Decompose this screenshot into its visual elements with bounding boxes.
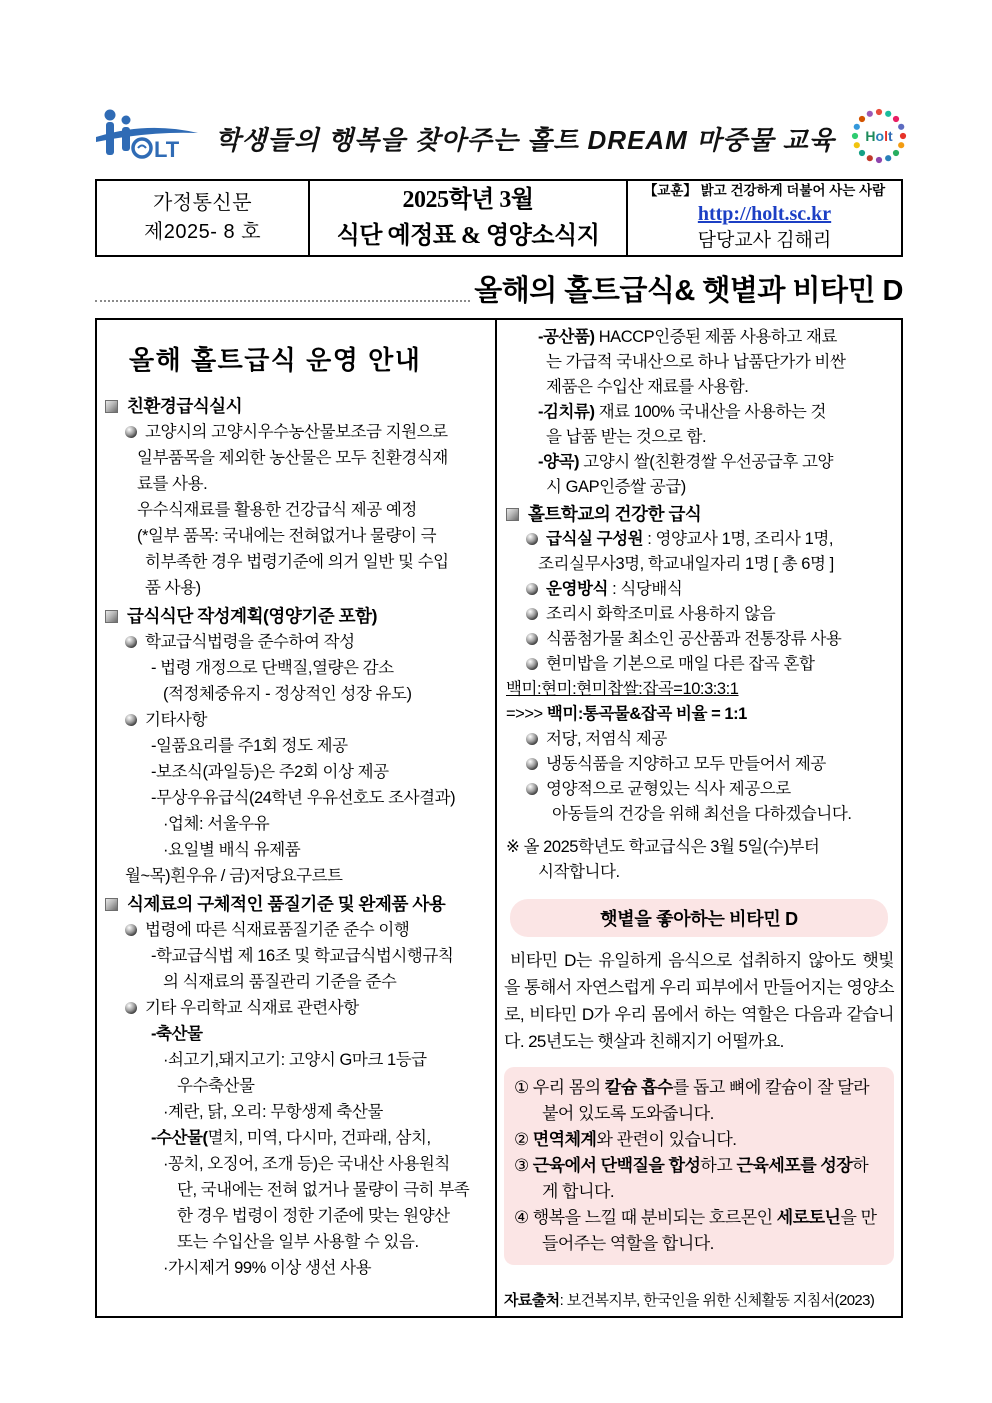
- text-segment: 친환경급식실시: [127, 396, 243, 416]
- text-line: [103, 629, 493, 655]
- header-slogan: 학생들의 행복을 찾아주는 홀트 DREAM 마중물 교육: [215, 124, 835, 155]
- text-segment: 일부품목을 제외한 농산물은 모두 친환경식재: [137, 449, 448, 467]
- text-segment: 백미:통곡물&잡곡 비율 = 1:1: [546, 705, 747, 723]
- text-line: [103, 681, 493, 707]
- text-line: [504, 325, 894, 350]
- text-line: [103, 1203, 493, 1229]
- sphere-bullet-icon: [526, 783, 538, 795]
- text-segment: 냉동식품을 지양하고 모두 만들어서 제공: [546, 755, 826, 773]
- text-line: [103, 575, 493, 601]
- text-segment: 을 납품 받는 것으로 함.: [546, 428, 707, 446]
- school-motto: 【교훈】 밝고 건강하게 더불어 사는 사람: [643, 182, 886, 198]
- text-segment: 료를 사용.: [137, 475, 208, 493]
- dotted-divider: [95, 300, 470, 302]
- left-column-lines: [103, 393, 493, 1281]
- holt-badge-icon: [851, 108, 907, 169]
- text-segment: =>>>: [506, 705, 547, 723]
- sphere-bullet-icon: [526, 633, 538, 645]
- text-line: [504, 860, 894, 885]
- text-line: [504, 552, 894, 577]
- text-line: [103, 497, 493, 523]
- vitamin-role-item: ① 우리 몸의 칼슘 흡수를 돕고 뼈에 칼슘이 잘 달라붙어 있도록 도와줍니다.: [514, 1078, 870, 1123]
- text-line: [103, 523, 493, 549]
- text-segment: ·가시제거 99% 이상 생선 사용: [163, 1259, 372, 1277]
- text-segment: 히부족한 경우 법령기준에 의거 일반 및 수입: [145, 553, 449, 571]
- text-segment: 식품첨가물 최소인 공산품과 전통장류 사용: [546, 630, 842, 648]
- vitamin-roles-box: [504, 1067, 894, 1265]
- text-segment: 시 GAP인증쌀 공급): [546, 478, 686, 496]
- text-line: [103, 1125, 493, 1151]
- text-segment: 조리시 화학조미료 사용하지 않음: [546, 605, 776, 623]
- vitamin-role-item: ③ 근육에서 단백질을 합성하고 근육세포를 성장하게 합니다.: [514, 1156, 869, 1201]
- text-segment: : 영양교사 1명, 조리사 1명,: [643, 530, 834, 548]
- text-segment: -학교급식법 제 16조 및 학교급식법시행규칙: [151, 947, 454, 965]
- section-heading: [504, 502, 894, 527]
- cube-bullet-icon: [506, 508, 519, 521]
- doc-number: 제2025- 8 호: [143, 221, 262, 243]
- text-segment: 품 사용): [145, 579, 201, 597]
- text-segment: 백미:현미:현미찹쌀:잡곡=10:3:3:1: [506, 680, 739, 698]
- left-column-title: 올해 홀트급식 운영 안내: [129, 345, 422, 375]
- school-url-link[interactable]: http://holt.sc.kr: [697, 203, 832, 226]
- text-segment: 우수축산물: [177, 1077, 255, 1095]
- text-line: [504, 375, 894, 400]
- text-line: [103, 1151, 493, 1177]
- section-heading: [103, 603, 493, 629]
- content-table: [95, 318, 903, 1318]
- text-line: [103, 995, 493, 1021]
- text-line: [504, 652, 894, 677]
- text-line: [504, 527, 894, 552]
- text-segment: ·요일별 배식 유제품: [163, 841, 301, 859]
- text-line: [103, 1255, 493, 1281]
- text-line: [103, 917, 493, 943]
- text-line: [103, 655, 493, 681]
- text-line: [103, 445, 493, 471]
- newsletter-info-table: [95, 179, 903, 257]
- cube-bullet-icon: [105, 400, 118, 413]
- text-segment: 급식실 구성원: [546, 530, 644, 548]
- text-segment: 홀트학교의 건강한 급식: [528, 504, 702, 524]
- text-line: [504, 602, 894, 627]
- text-segment: 운영방식: [546, 580, 608, 598]
- text-line: [504, 702, 894, 727]
- text-segment: ·계란, 닭, 오리: 무항생제 축산물: [163, 1103, 383, 1121]
- doc-type: 가정통신문: [152, 192, 253, 214]
- newsletter-subject: 식단 예정표 & 영양소식지: [336, 223, 600, 249]
- text-segment: 급식식단 작성계획(영양기준 포함): [127, 606, 377, 626]
- text-segment: ※ 올 2025학년도 학교급식은 3월 5일(수)부터: [506, 838, 820, 856]
- sphere-bullet-icon: [526, 533, 538, 545]
- sphere-bullet-icon: [526, 733, 538, 745]
- text-line: [504, 727, 894, 752]
- page-title: 올해의 홀트급식& 햇볕과 비타민 D: [474, 275, 903, 307]
- right-column: [497, 320, 901, 1316]
- text-line: [103, 811, 493, 837]
- text-line: [103, 759, 493, 785]
- text-segment: -김치류): [538, 403, 595, 421]
- text-segment: 현미밥을 기본으로 매일 다른 잡곡 혼합: [546, 655, 815, 673]
- text-line: [103, 471, 493, 497]
- sphere-bullet-icon: [526, 608, 538, 620]
- text-segment: ·업체: 서울우유: [163, 815, 270, 833]
- doc-number-cell: [97, 181, 310, 255]
- text-segment: 조리실무사3명, 학교내일자리 1명 [ 총 6명 ]: [538, 555, 834, 573]
- text-segment: 또는 수입산을 일부 사용할 수 있음.: [177, 1233, 419, 1251]
- text-line: [103, 1229, 493, 1255]
- holt-logo-icon: [95, 107, 199, 170]
- text-line: [504, 475, 894, 500]
- text-segment: - 법령 개정으로 단백질,열량은 감소: [151, 659, 394, 677]
- text-segment: 우수식재료를 활용한 건강급식 제공 예정: [137, 501, 417, 519]
- sphere-bullet-icon: [125, 426, 137, 438]
- cube-bullet-icon: [105, 610, 118, 623]
- text-line: [504, 577, 894, 602]
- text-line: [103, 733, 493, 759]
- text-segment: -수산물(: [151, 1129, 208, 1147]
- text-segment: 한 경우 법령이 정한 기준에 맞는 원양산: [177, 1207, 450, 1225]
- text-line: [103, 785, 493, 811]
- text-segment: : 식당배식: [607, 580, 683, 598]
- teacher-in-charge: 담당교사 김해리: [697, 230, 832, 252]
- text-line: [103, 707, 493, 733]
- page-header: [95, 104, 907, 172]
- start-date-note: [504, 835, 894, 860]
- text-line: [103, 1021, 493, 1047]
- text-line: [504, 400, 894, 425]
- text-segment: -공산품): [538, 328, 595, 346]
- text-line: [103, 549, 493, 575]
- text-line: [103, 1047, 493, 1073]
- text-segment: 영양적으로 균형있는 식사 제공으로: [546, 780, 791, 798]
- text-segment: 는 가급적 국내산으로 하나 납품단가가 비싼: [546, 353, 846, 371]
- sphere-bullet-icon: [526, 583, 538, 595]
- text-segment: HACCP인증된 제품 사용하고 재료: [594, 328, 837, 346]
- text-line: [504, 752, 894, 777]
- text-segment: 아동들의 건강을 위해 최선을 다하겠습니다.: [552, 805, 852, 823]
- text-line: [103, 837, 493, 863]
- left-column: [97, 320, 497, 1316]
- sphere-bullet-icon: [125, 636, 137, 648]
- text-segment: -일품요리를 주1회 정도 제공: [151, 737, 348, 755]
- newsletter-title-cell: [310, 181, 628, 255]
- text-segment: -축산물: [151, 1025, 203, 1043]
- vitamin-role-item: ④ 행복을 느낄 때 분비되는 호르몬인 세로토닌을 만들어주는 역할을 합니다.: [514, 1208, 877, 1253]
- text-segment: -양곡): [538, 453, 580, 471]
- text-segment: ·꽁치, 오징어, 조개 등)은 국내산 사용원칙: [163, 1155, 450, 1173]
- text-line: [103, 969, 493, 995]
- vitamin-banner: 햇볕을 좋아하는 비타민 D: [510, 899, 888, 937]
- text-segment: 재료 100% 국내산을 사용하는 것: [594, 403, 827, 421]
- text-segment: 법령에 따른 식재료품질기준 준수 이행: [145, 921, 410, 939]
- text-segment: 식제료의 구체적인 품질기준 및 완제품 사용: [127, 894, 446, 914]
- text-line: [504, 777, 894, 802]
- text-segment: 기타사항: [145, 711, 207, 729]
- text-line: [103, 419, 493, 445]
- sphere-bullet-icon: [526, 658, 538, 670]
- text-segment: -보조식(과일등)은 주2회 이상 제공: [151, 763, 389, 781]
- text-segment: 고양시 쌀(친환경쌀 우선공급후 고양: [579, 453, 833, 471]
- text-segment: 고양시의 고양시우수농산물보조금 지원으로: [145, 423, 448, 441]
- sphere-bullet-icon: [526, 758, 538, 770]
- text-segment: ·쇠고기,돼지고기: 고양시 G마크 1등급: [163, 1051, 427, 1069]
- main-title-row: [95, 265, 903, 309]
- text-segment: (*일부 품목: 국내에는 전혀없거나 물량이 극: [137, 527, 437, 545]
- text-segment: 저당, 저염식 제공: [546, 730, 667, 748]
- text-line: [504, 627, 894, 652]
- text-segment: (적정체중유지 - 정상적인 성장 유도): [163, 685, 412, 703]
- sphere-bullet-icon: [125, 714, 137, 726]
- text-segment: 단, 국내에는 전혀 없거나 물량이 극히 부족: [177, 1181, 470, 1199]
- source-citation: 자료출처: 보건복지부, 한국인을 위한 신체활동 지침서(2023): [504, 1292, 875, 1309]
- text-segment: -무상우유급식(24학년 우유선호도 조사결과): [151, 789, 456, 807]
- text-line: [103, 1099, 493, 1125]
- text-line: [103, 1177, 493, 1203]
- text-segment: 월~목)흰우유 / 금)저당요구르트: [125, 867, 343, 885]
- text-line: [103, 943, 493, 969]
- text-line: [504, 450, 894, 475]
- text-line: [504, 425, 894, 450]
- text-segment: 제품은 수입산 재료를 사용함.: [546, 378, 749, 396]
- svg-text:Holt: Holt: [865, 127, 893, 144]
- right-column-lines: [504, 325, 894, 885]
- text-segment: 기타 우리학교 식재료 관련사항: [145, 999, 359, 1017]
- text-line: [504, 350, 894, 375]
- vitamin-paragraph: 비타민 D는 유일하게 음식으로 섭취하지 않아도 햇빛을 통해서 자연스럽게 우리 피부에서 만들어지는 영양소로, 비타민 D가 우리 몸에서 하는 역할은 다음과 같습니다. 25년도는 햇살과 친해지기 어떨까요.: [504, 951, 894, 1051]
- text-segment: 의 식재료의 품질관리 기준을 준수: [163, 973, 397, 991]
- sphere-bullet-icon: [125, 1002, 137, 1014]
- text-line: [103, 863, 493, 889]
- text-segment: 학교급식법령을 준수하여 작성: [145, 633, 355, 651]
- cube-bullet-icon: [105, 898, 118, 911]
- text-segment: 시작합니다.: [538, 863, 620, 881]
- svg-text:LT: LT: [154, 136, 180, 162]
- text-segment: 멸치, 미역, 다시마, 건파래, 삼치,: [207, 1129, 431, 1147]
- text-line: [103, 1073, 493, 1099]
- vitamin-role-item: ② 면역체계와 관련이 있습니다.: [514, 1130, 737, 1149]
- sphere-bullet-icon: [125, 924, 137, 936]
- text-line: [504, 677, 894, 702]
- section-heading: [103, 891, 493, 917]
- section-heading: [103, 393, 493, 419]
- newsletter-month: 2025학년 3월: [402, 187, 534, 213]
- text-line: [504, 802, 894, 827]
- school-info-cell: [628, 181, 901, 255]
